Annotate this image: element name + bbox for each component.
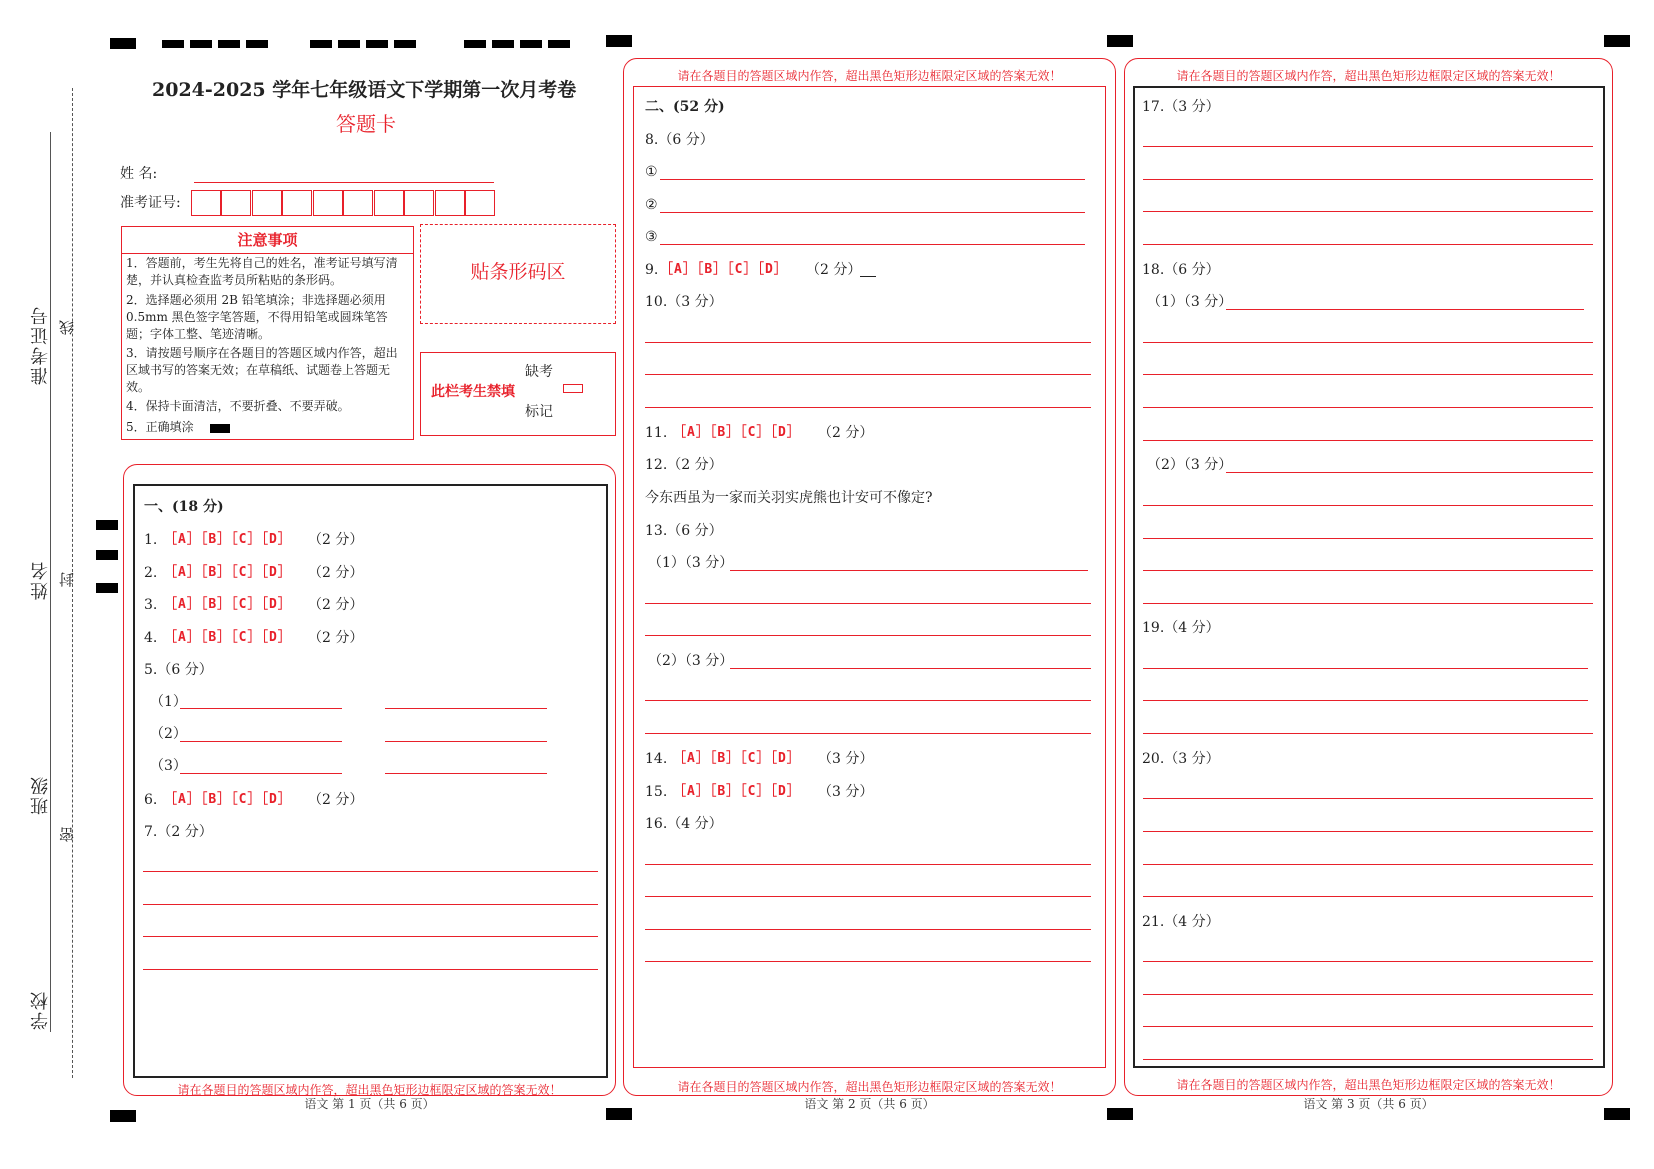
- q21-label: 21.（4 分）: [1142, 914, 1220, 930]
- q19-line-1[interactable]: [1143, 668, 1588, 669]
- q5-sub3-line-a[interactable]: [180, 773, 342, 774]
- q17-label: 17.（3 分）: [1142, 99, 1220, 115]
- absent-label: 此栏考生禁填: [431, 384, 515, 400]
- q18-sub2-line-1[interactable]: [1226, 472, 1593, 473]
- page2-bottom-warning: 请在各题目的答题区域内作答，超出黑色矩形边框限定区域的答案无效！: [677, 1080, 1062, 1094]
- q13-sub1-line-1[interactable]: [730, 570, 1088, 571]
- page1-warning: 请在各题目的答题区域内作答，超出黑色矩形边框限定区域的答案无效！: [177, 1083, 562, 1097]
- q17-line-3[interactable]: [1143, 211, 1593, 212]
- barcode-area: [420, 224, 616, 324]
- q6-score: （2 分）: [308, 792, 364, 808]
- side-label-school: 学校: [30, 990, 51, 1030]
- page3-footer: 语文 第 3 页（共 6 页）: [1303, 1097, 1434, 1111]
- absent-checkbox[interactable]: [563, 384, 583, 393]
- page1-footer: 语文 第 1 页（共 6 页）: [304, 1097, 435, 1111]
- q21-line-1[interactable]: [1143, 961, 1593, 962]
- q1-options[interactable]: ［A］［B］［C］［D］: [164, 532, 292, 547]
- q18-sub1-label: （1）（3 分）: [1147, 294, 1233, 310]
- q19-line-2[interactable]: [1143, 700, 1588, 701]
- q20-line-1[interactable]: [1143, 798, 1593, 799]
- q10-line-1[interactable]: [645, 342, 1091, 343]
- q12-sentence: 今东西虽为一家而关羽实虎熊也计安可不像定?: [645, 490, 933, 506]
- q4-number: 4.: [144, 630, 158, 646]
- q8-sub3: ③: [645, 229, 658, 245]
- seal-char-feng: 封: [58, 570, 76, 587]
- q18-sub1-line-4[interactable]: [1143, 407, 1593, 408]
- q9-score: （2 分）: [806, 262, 862, 278]
- page-title: 2024-2025 学年七年级语文下学期第一次月考卷: [152, 79, 577, 101]
- q16-line-1[interactable]: [645, 864, 1091, 865]
- q14-number: 14.: [645, 751, 668, 767]
- q8-sub1: ①: [645, 164, 658, 180]
- notice-item-1: 1．答题前，考生先将自己的姓名，准考证号填写清楚，并认真检查监考员所粘贴的条形码。: [126, 256, 398, 287]
- q17-line-1[interactable]: [1143, 146, 1593, 147]
- q5-sub2-line-a[interactable]: [180, 741, 342, 742]
- id-label: 准考证号:: [120, 195, 181, 211]
- notice-title: 注意事项: [122, 229, 413, 254]
- q2-score: （2 分）: [308, 565, 364, 581]
- notice-item-4: 4．保持卡面清洁，不要折叠、不要弄破。: [126, 399, 350, 413]
- q13-label: 13.（6 分）: [645, 523, 723, 539]
- q11-score: （2 分）: [818, 425, 874, 441]
- q18-sub2-line-4[interactable]: [1143, 570, 1593, 571]
- q2-number: 2.: [144, 565, 158, 581]
- q1-number: 1.: [144, 532, 158, 548]
- page3-bottom-warning: 请在各题目的答题区域内作答，超出黑色矩形边框限定区域的答案无效！: [1176, 1078, 1561, 1092]
- q6-options[interactable]: ［A］［B］［C］［D］: [164, 792, 292, 807]
- side-label-id: 准考证号: [30, 305, 51, 385]
- q16-line-4[interactable]: [645, 961, 1091, 962]
- q9-number: 9.: [645, 262, 659, 278]
- page3-top-warning: 请在各题目的答题区域内作答，超出黑色矩形边框限定区域的答案无效！: [1176, 69, 1561, 83]
- q1-score: （2 分）: [308, 532, 364, 548]
- q9-options[interactable]: ［A］［B］［C］［D］: [660, 262, 788, 277]
- q8-label: 8.（6 分）: [645, 132, 714, 148]
- q10-label: 10.（3 分）: [645, 294, 723, 310]
- q5-sub1: （1）: [150, 694, 187, 710]
- page2-answer-area: [633, 86, 1106, 1068]
- q18-sub1-line-2[interactable]: [1143, 342, 1593, 343]
- q10-line-2[interactable]: [645, 374, 1091, 375]
- q8-sub3-line[interactable]: [660, 244, 1085, 245]
- name-field[interactable]: [194, 182, 494, 183]
- q21-line-2[interactable]: [1143, 994, 1593, 995]
- q7-label: 7.（2 分）: [144, 824, 213, 840]
- q21-line-3[interactable]: [1143, 1026, 1593, 1027]
- side-label-name: 姓名: [30, 560, 51, 600]
- q12-label: 12.（2 分）: [645, 457, 723, 473]
- q18-sub1-line-3[interactable]: [1143, 374, 1593, 375]
- page2-footer: 语文 第 2 页（共 6 页）: [804, 1097, 935, 1111]
- q17-line-4[interactable]: [1143, 244, 1593, 245]
- q15-score: （3 分）: [818, 784, 874, 800]
- notice-item-5: 5．正确填涂: [126, 420, 194, 434]
- q16-line-2[interactable]: [645, 896, 1091, 897]
- q13-sub2-line-1[interactable]: [730, 668, 1091, 669]
- q19-line-3[interactable]: [1143, 733, 1593, 734]
- q5-sub1-line-a[interactable]: [180, 708, 342, 709]
- q18-sub2-line-2[interactable]: [1143, 505, 1593, 506]
- q9-blank[interactable]: [860, 276, 876, 277]
- q18-sub2-line-3[interactable]: [1143, 538, 1593, 539]
- q20-line-3[interactable]: [1143, 864, 1593, 865]
- q15-number: 15.: [645, 784, 668, 800]
- q10-line-3[interactable]: [645, 407, 1091, 408]
- q20-line-2[interactable]: [1143, 831, 1593, 832]
- absent-box: [420, 352, 616, 436]
- q5-sub2-line-b[interactable]: [385, 741, 547, 742]
- q18-sub2-label: （2）（3 分）: [1147, 457, 1233, 473]
- notice-item-3: 3．请按题号顺序在各题目的答题区域内作答，超出区域书写的答案无效；在草稿纸、试题卷上答题无效。: [126, 346, 398, 394]
- q4-options[interactable]: ［A］［B］［C］［D］: [164, 630, 292, 645]
- q5-label: 5.（6 分）: [144, 662, 213, 678]
- q14-options[interactable]: ［A］［B］［C］［D］: [673, 751, 801, 766]
- seal-char-xian: 线: [58, 318, 76, 335]
- q7-line-1[interactable]: [143, 871, 598, 872]
- q21-line-4[interactable]: [1143, 1059, 1593, 1060]
- q11-options[interactable]: ［A］［B］［C］［D］: [673, 425, 801, 440]
- q5-sub1-line-b[interactable]: [385, 708, 547, 709]
- section-two-title: 二、(52 分): [645, 99, 725, 115]
- barcode-area-label: 贴条形码区: [470, 261, 566, 283]
- q6-number: 6.: [144, 792, 158, 808]
- q8-sub1-line[interactable]: [660, 179, 1085, 180]
- q7-line-3[interactable]: [143, 936, 598, 937]
- q13-sub1-line-3[interactable]: [645, 635, 1091, 636]
- q14-score: （3 分）: [818, 751, 874, 767]
- q8-sub2: ②: [645, 197, 658, 213]
- q7-line-2[interactable]: [143, 904, 598, 905]
- q4-score: （2 分）: [308, 630, 364, 646]
- side-label-class: 班级: [30, 775, 51, 815]
- fill-sample-icon: [210, 424, 230, 433]
- q18-label: 18.（6 分）: [1142, 262, 1220, 278]
- name-label: 姓 名:: [120, 166, 158, 182]
- page2-top-warning: 请在各题目的答题区域内作答，超出黑色矩形边框限定区域的答案无效！: [677, 69, 1062, 83]
- q18-sub1-line-1[interactable]: [1226, 309, 1584, 310]
- q8-sub2-line[interactable]: [660, 212, 1085, 213]
- q11-number: 11.: [645, 425, 668, 441]
- absent-bottom: 标记: [525, 404, 553, 420]
- q20-label: 20.（3 分）: [1142, 751, 1220, 767]
- q5-sub2: （2）: [150, 726, 187, 742]
- q5-sub3: （3）: [150, 758, 187, 774]
- notice-item-2: 2．选择题必须用 2B 铅笔填涂；非选择题必须用 0.5mm 黑色签字笔答题，不得用铅笔或圆珠笔答题；字体工整、笔迹清晰。: [126, 293, 388, 341]
- q19-label: 19.（4 分）: [1142, 620, 1220, 636]
- q20-line-4[interactable]: [1143, 896, 1593, 897]
- q5-sub3-line-b[interactable]: [385, 773, 547, 774]
- q13-sub2-line-3[interactable]: [645, 733, 1091, 734]
- page-subtitle: 答题卡: [336, 112, 396, 136]
- q13-sub2-label: （2）（3 分）: [648, 653, 734, 669]
- section-one-title: 一、(18 分): [144, 499, 224, 515]
- seal-char-mi: 密: [58, 825, 76, 842]
- q13-sub1-line-2[interactable]: [645, 603, 1091, 604]
- q13-sub1-label: （1）（3 分）: [648, 555, 734, 571]
- q15-options[interactable]: ［A］［B］［C］［D］: [673, 784, 801, 799]
- q18-sub2-line-5[interactable]: [1143, 603, 1593, 604]
- q17-line-2[interactable]: [1143, 179, 1593, 180]
- q3-options[interactable]: ［A］［B］［C］［D］: [164, 597, 292, 612]
- q18-sub1-line-5[interactable]: [1143, 440, 1593, 441]
- absent-top: 缺考: [525, 364, 553, 380]
- q2-options[interactable]: ［A］［B］［C］［D］: [164, 565, 292, 580]
- q13-sub2-line-2[interactable]: [645, 700, 1091, 701]
- q16-label: 16.（4 分）: [645, 816, 723, 832]
- notice-box: [121, 226, 414, 440]
- q16-line-3[interactable]: [645, 929, 1091, 930]
- q3-number: 3.: [144, 597, 158, 613]
- q7-line-4[interactable]: [143, 969, 598, 970]
- q3-score: （2 分）: [308, 597, 364, 613]
